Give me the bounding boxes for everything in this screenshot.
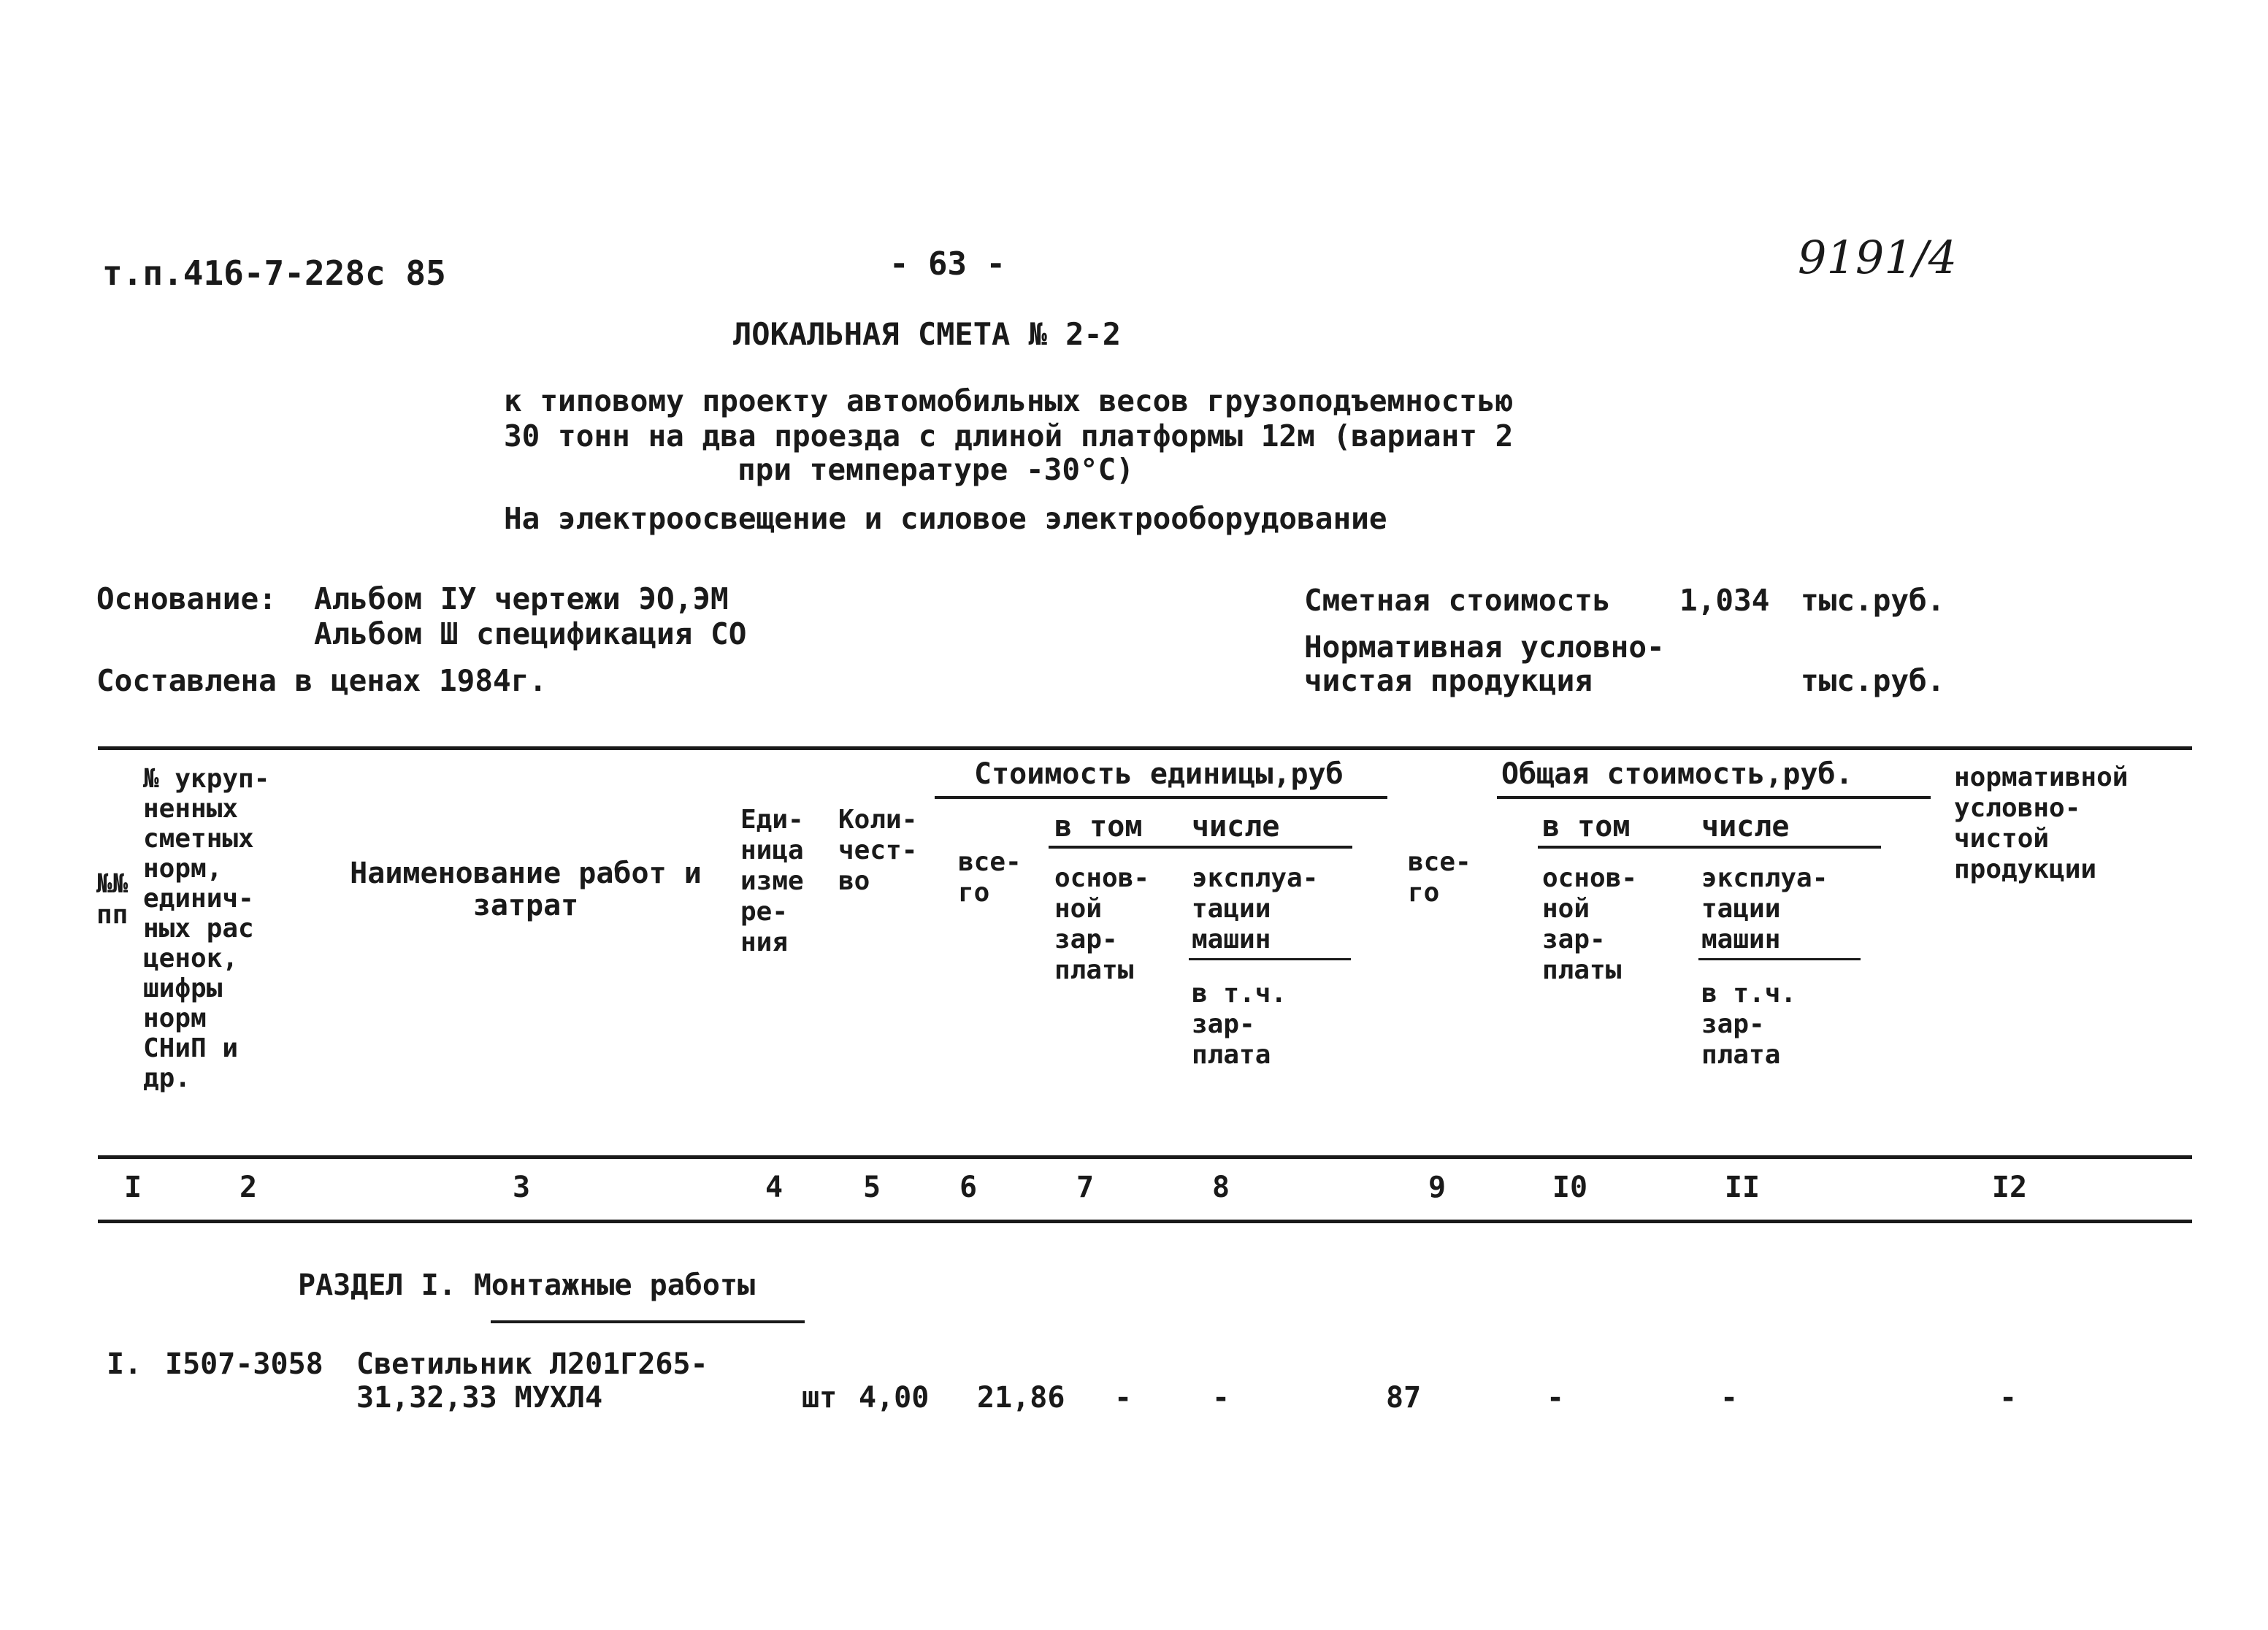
col-number-4: 4: [765, 1171, 784, 1204]
col-header-total: все- го: [1408, 847, 1471, 908]
col-header-norm-code: № укруп- ненных сметных норм, единич- ных рас ценок, шифры норм СНиП и др.: [143, 764, 270, 1093]
col-header-row-number: №№ пп: [96, 869, 129, 930]
handwritten-reference: 9191/4: [1798, 231, 1958, 284]
col-header-total-wage: основ- ной зар- платы: [1542, 863, 1638, 985]
col-number-10: I0: [1552, 1171, 1588, 1204]
normative-unit: тыс.руб.: [1801, 663, 1945, 698]
row-number: I.: [107, 1347, 142, 1381]
unit-cost-group-header: Стоимость единицы,руб: [974, 757, 1344, 791]
col-header-unit-machines-wage: в т.ч. зар- плата: [1192, 979, 1287, 1070]
col-header-unit-machines: эксплуа- тации машин: [1192, 863, 1319, 954]
row-total-machines: -: [1720, 1381, 1739, 1415]
estimated-cost-value: 1,034: [1679, 583, 1770, 618]
total-incl-underline: [1538, 846, 1881, 849]
row-norm-code: I507-3058: [165, 1347, 323, 1381]
row-total: 87: [1386, 1381, 1422, 1415]
section-title-underline: [491, 1320, 805, 1323]
document-code: т.п.416-7-228с 85: [102, 253, 446, 293]
col-number-12: I2: [1991, 1171, 2028, 1204]
estimated-cost-label: Сметная стоимость: [1304, 583, 1611, 618]
unit-incl-a: в том: [1054, 810, 1143, 843]
unit-incl-b: числе: [1192, 810, 1280, 843]
col-header-quantity: Коли- чест- во: [838, 805, 918, 896]
row-unit-wage: -: [1114, 1381, 1133, 1415]
normative-label-2: чистая продукция: [1304, 663, 1593, 698]
price-basis: Составлена в ценах 1984г.: [96, 663, 548, 698]
unit-incl-underline: [1049, 846, 1352, 849]
col-header-unit-wage: основ- ной зар- платы: [1054, 863, 1150, 985]
col-header-unit: Еди- ница изме ре- ния: [740, 805, 804, 957]
col-header-normative: нормативной условно- чистой продукции: [1954, 762, 2129, 884]
estimated-cost-unit: тыс.руб.: [1801, 583, 1945, 618]
total-cost-underline: [1497, 796, 1931, 799]
row-total-wage: -: [1547, 1381, 1565, 1415]
numbers-bottom-rule: [98, 1220, 2192, 1223]
document-title: ЛОКАЛЬНАЯ СМЕТА № 2-2: [733, 316, 1122, 352]
col-number-8: 8: [1211, 1171, 1230, 1204]
col-number-1: I: [123, 1171, 142, 1204]
total-machines-underline: [1698, 958, 1861, 960]
section-title: РАЗДЕЛ I. Монтажные работы: [298, 1269, 756, 1302]
col-header-total-machines: эксплуа- тации машин: [1701, 863, 1828, 954]
row-unit-total: 21,86: [977, 1381, 1065, 1415]
col-number-6: 6: [959, 1171, 978, 1204]
basis-line-1: Альбом IУ чертежи ЭО,ЭМ: [314, 581, 729, 616]
row-unit-machines: -: [1212, 1381, 1230, 1415]
col-number-5: 5: [862, 1171, 881, 1204]
basis-line-2: Альбом Ш спецификация СО: [314, 616, 747, 651]
total-cost-group-header: Общая стоимость,руб.: [1501, 757, 1853, 791]
unit-machines-underline: [1189, 958, 1351, 960]
col-number-2: 2: [239, 1171, 258, 1204]
table-top-rule: [98, 746, 2192, 750]
col-header-unit-total: все- го: [958, 847, 1022, 908]
row-name-line-2: 31,32,33 МУХЛ4: [356, 1381, 603, 1415]
col-header-work-name: Наименование работ и затрат: [350, 857, 702, 922]
row-unit: шт: [802, 1381, 838, 1415]
normative-label-1: Нормативная условно-: [1304, 630, 1665, 665]
total-incl-a: в том: [1542, 810, 1631, 843]
row-quantity: 4,00: [859, 1381, 930, 1415]
col-number-9: 9: [1428, 1171, 1447, 1204]
col-number-3: 3: [512, 1171, 531, 1204]
subtitle-line-1: к типовому проекту автомобильных весов грузоподъемностью: [504, 383, 1514, 418]
col-header-total-machines-wage: в т.ч. зар- плата: [1701, 979, 1797, 1070]
unit-cost-underline: [935, 796, 1387, 799]
col-number-7: 7: [1076, 1171, 1095, 1204]
subtitle-line-2: 30 тонн на два проезда с длиной платформы 12м (вариант 2: [504, 418, 1514, 454]
row-name-line-1: Светильник Л201Г265-: [356, 1347, 708, 1381]
header-bottom-rule: [98, 1155, 2192, 1159]
page-number: - 63 -: [889, 245, 1005, 283]
subtitle-line-3: при температуре -30°С): [738, 452, 1135, 487]
estimate-purpose: На электроосвещение и силовое электрооборудование: [504, 501, 1387, 536]
total-incl-b: числе: [1701, 810, 1790, 843]
col-number-11: II: [1724, 1171, 1761, 1204]
row-normative: -: [1999, 1381, 2018, 1415]
basis-label: Основание:: [96, 581, 277, 616]
